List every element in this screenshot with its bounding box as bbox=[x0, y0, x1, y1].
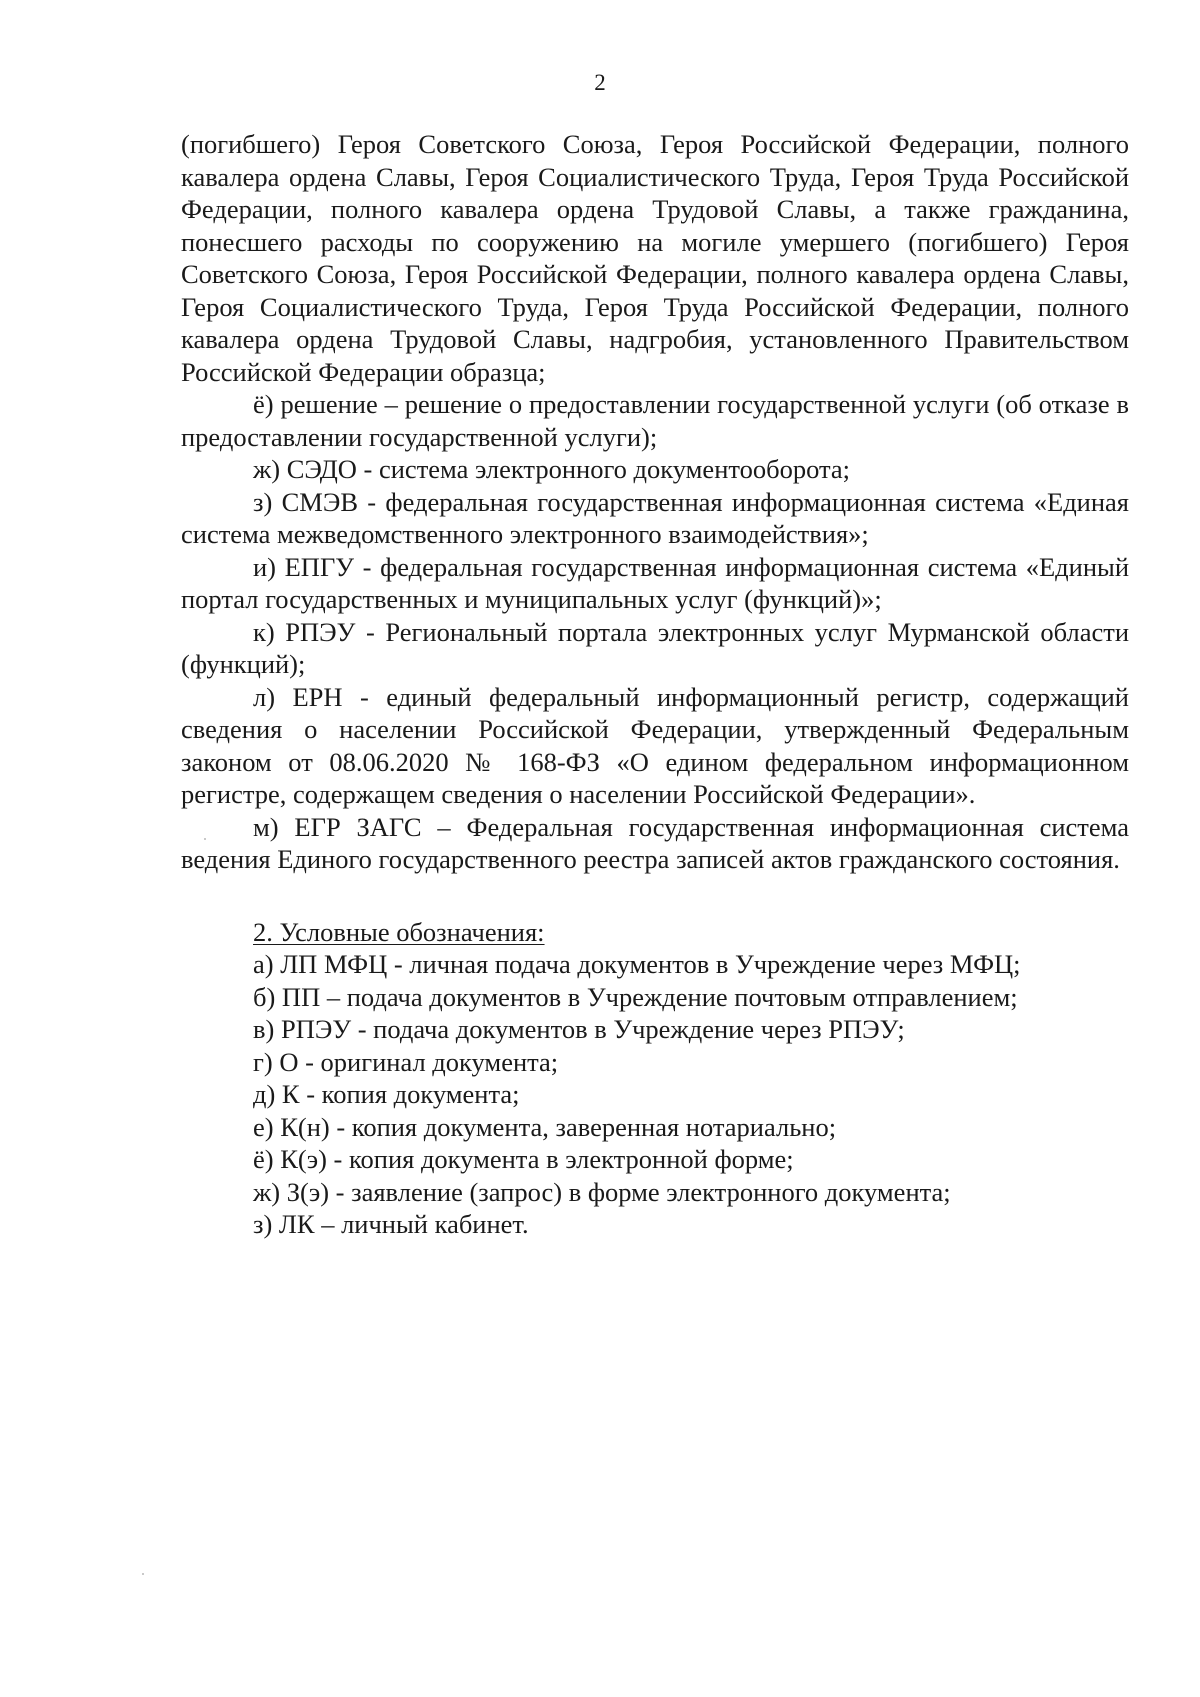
page-number: 2 bbox=[594, 70, 606, 95]
scan-speck bbox=[204, 838, 206, 840]
paragraph-definition-yo: ё) решение – решение о предоставлении государственной услуги (об отказе в предоставлении государственной услуги); bbox=[181, 389, 1129, 452]
paragraph-definition-m: м) ЕГР ЗАГС – Федеральная государственная информационная система ведения Единого государственного реестра записей актов гражданского состояния. bbox=[181, 811, 1129, 874]
legend-item: в) РПЭУ - подача документов в Учреждение через РПЭУ; bbox=[253, 1014, 905, 1044]
legend-item: г) О - оригинал документа; bbox=[253, 1046, 559, 1077]
paragraph-definition-i: и) ЕПГУ - федеральная государственная информационная система «Единый портал государственных и муниципальных услуг (функций)»; bbox=[181, 551, 1129, 614]
legend-item: ё) К(э) - копия документа в электронной форме; bbox=[253, 1144, 794, 1174]
legend-item: а) ЛП МФЦ - личная подача документов в Учреждение через МФЦ; bbox=[253, 949, 1021, 979]
paragraph-continuation: (погибшего) Героя Советского Союза, Героя Российской Федерации, полного кавалера ордена Славы, Героя Социалистического Труда, Героя Труда Российской Федерации, полного кавалера ордена Трудовой Славы, а также гражданина, понесшего расходы по сооружению на могиле умершего (погибшего) Героя Советского Союза, Героя Российской Федерации, полного кавалера ордена Славы, Героя Социалистического Труда, Героя Труда Российской Федерации, полного кавалера ордена Трудовой Славы, надгробия, установленного Правительством Российской Федерации образца; bbox=[181, 129, 1129, 387]
legend-item: д) К - копия документа; bbox=[253, 1079, 520, 1109]
legend-item: з) ЛК – личный кабинет. bbox=[253, 1209, 529, 1239]
legend-item: ж) З(э) - заявление (запрос) в форме электронного документа; bbox=[253, 1176, 951, 1207]
section-title: 2. Условные обозначения: bbox=[253, 916, 545, 947]
paragraph-definition-k: к) РПЭУ - Региональный портала электронных услуг Мурманской области (функций); bbox=[181, 616, 1129, 679]
legend-item: б) ПП – подача документов в Учреждение почтовым отправлением; bbox=[253, 981, 1018, 1012]
legend-list bbox=[181, 948, 1129, 1241]
legend-item: е) К(н) - копия документа, заверенная нотариально; bbox=[253, 1111, 837, 1142]
scan-speck bbox=[142, 1573, 144, 1575]
paragraph-definition-l: л) ЕРН - единый федеральный информационный регистр, содержащий сведения о населении Российской Федерации, утвержденный Федеральным законом от 08.06.2020 № 168-ФЗ «О едином федеральном информационном регистре, содержащем сведения о населении Российской Федерации». bbox=[181, 681, 1129, 809]
paragraph-definition-z: з) СМЭВ - федеральная государственная информационная система «Единая система межведомственного электронного взаимодействия»; bbox=[181, 486, 1129, 549]
paragraph-definition-zh: ж) СЭДО - система электронного документооборота; bbox=[253, 454, 851, 484]
document-body bbox=[181, 128, 1129, 1241]
